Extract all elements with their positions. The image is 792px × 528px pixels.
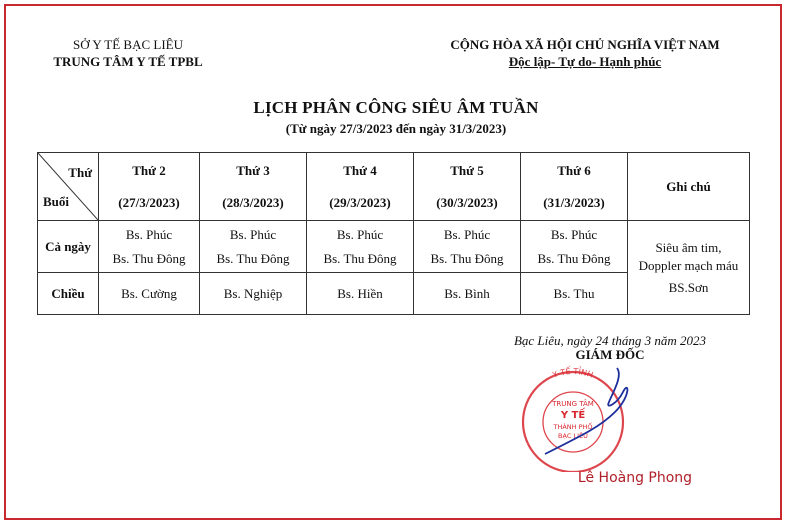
note-line: Siêu âm tim, [655, 239, 722, 255]
doctor-name: Bs. Thu Đông [216, 250, 290, 266]
day-header-mon [99, 153, 200, 221]
note-line: BS.Sơn [668, 279, 709, 295]
org-header [28, 36, 228, 70]
svg-text:Y TẾ TỈNH: Y TẾ TỈNH [551, 366, 595, 380]
nation-header [420, 36, 750, 70]
handwritten-signature [545, 368, 627, 454]
svg-text:TRUNG TÂM: TRUNG TÂM [552, 400, 594, 408]
row-label: Chiều [38, 273, 99, 315]
doctor-name: Bs. Phúc [443, 226, 491, 242]
day-header-tue [200, 153, 307, 221]
doctor-name: Bs. Thu Đông [112, 250, 186, 266]
table-cell [200, 221, 307, 273]
day-name: Thứ 6 [557, 162, 591, 178]
director-name: Lê Hoàng Phong [577, 470, 693, 486]
doctor-name: Bs. Thu Đông [323, 250, 397, 266]
day-date: (29/3/2023) [329, 194, 391, 210]
doctor-name: Bs. Thu Đông [430, 250, 504, 266]
day-name: Thứ 5 [450, 162, 484, 178]
signature-position: GIÁM ĐỐC [575, 347, 645, 362]
nation-motto: Độc lập- Tự do- Hạnh phúc [508, 54, 662, 69]
corner-label-day: Thứ [68, 165, 92, 180]
table-cell [521, 221, 628, 273]
doctor-name: Bs. Phúc [336, 226, 384, 242]
document-subtitle: (Từ ngày 27/3/2023 đến ngày 31/3/2023) [285, 121, 507, 136]
table-cell: Bs. Nghiệp [200, 273, 307, 315]
table-cell [307, 221, 414, 273]
doctor-name: Bs. Phúc [550, 226, 598, 242]
schedule-table [37, 152, 750, 315]
table-cell [414, 221, 521, 273]
day-header-wed [307, 153, 414, 221]
day-name: Thứ 3 [236, 162, 270, 178]
day-header-thu [414, 153, 521, 221]
doctor-name: Bs. Phúc [229, 226, 277, 242]
table-cell [99, 221, 200, 273]
table-row-fullday [38, 221, 750, 273]
day-name: Thứ 4 [343, 162, 377, 178]
svg-text:THÀNH PHỐ: THÀNH PHỐ [553, 423, 593, 431]
corner-cell [38, 153, 99, 221]
note-cell [628, 221, 750, 315]
doctor-name: Bs. Thu Đông [537, 250, 611, 266]
corner-label-session: Buổi [43, 194, 70, 209]
table-cell: Bs. Cường [99, 273, 200, 315]
table-cell: Bs. Bình [414, 273, 521, 315]
table-header-row [38, 153, 750, 221]
note-line: Doppler mạch máu [638, 257, 739, 273]
day-name: Thứ 2 [132, 162, 166, 178]
day-date: (27/3/2023) [118, 194, 180, 210]
doctor-name: Bs. Phúc [125, 226, 173, 242]
day-date: (30/3/2023) [436, 194, 498, 210]
day-header-fri [521, 153, 628, 221]
signature-place-date: Bạc Liêu, ngày 24 tháng 3 năm 2023 [513, 333, 707, 348]
svg-text:BẠC LIÊU: BẠC LIÊU [558, 432, 588, 440]
document-title: LỊCH PHÂN CÔNG SIÊU ÂM TUẦN [253, 98, 539, 117]
table-cell: Bs. Thu [521, 273, 628, 315]
day-date: (31/3/2023) [543, 194, 605, 210]
org-line-2: TRUNG TÂM Y TẾ TPBL [53, 54, 203, 69]
nation-line-1: CỘNG HÒA XÃ HỘI CHỦ NGHĨA VIỆT NAM [450, 37, 720, 52]
org-line-1: SỞ Y TẾ BẠC LIÊU [72, 37, 184, 52]
official-stamp [505, 362, 635, 472]
table-cell: Bs. Hiền [307, 273, 414, 315]
row-label: Cả ngày [38, 221, 99, 273]
note-header: Ghi chú [628, 153, 750, 221]
day-date: (28/3/2023) [222, 194, 284, 210]
svg-text:Y TẾ: Y TẾ [560, 410, 586, 421]
